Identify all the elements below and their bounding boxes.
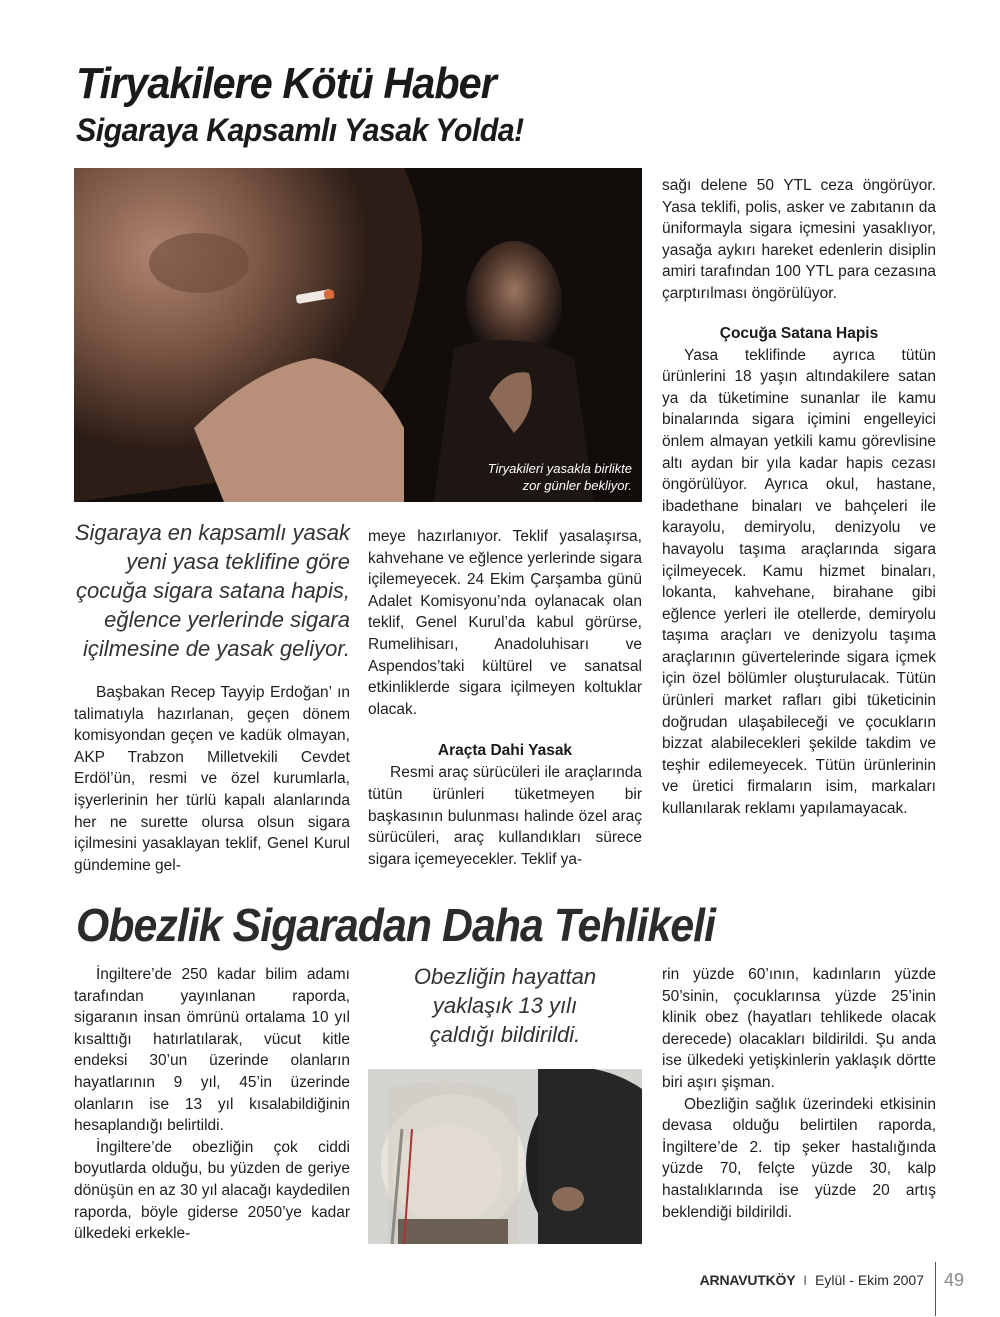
article1-column-3	[662, 175, 936, 820]
article1-col3-paragraph-1: sağı delene 50 YTL ceza öngörüyor. Yasa teklifi, polis, asker ve zabıtanın da üniformayla sigara içmesini yasaklıyor, yasağa aykırı hareket edenlerin disiplin amiri tarafından 100 YTL para cezasına çarptırılması öngörülüyor.	[662, 177, 936, 302]
article1-column-2	[368, 526, 642, 870]
article2-column-3	[662, 964, 936, 1223]
pull-quote-line: Obezliğin hayattan	[413, 964, 597, 989]
footer	[700, 1272, 924, 1288]
article1-subtitle: Sigaraya Kapsamlı Yasak Yolda!	[76, 112, 524, 148]
article1-pull-quote	[74, 518, 350, 663]
article2-col3-paragraph-2: Obezliğin sağlık üzerindeki etkisinin devasa olduğu belirtilen raporda, İngiltere’de 2. tip şeker hastalığında yüzde 70, felçte yüzde 30, kalp hastalıklarında ise yüzde 20 artış beklendiği bildirildi.	[662, 1095, 936, 1221]
article1-col2-paragraph-2: Resmi araç sürücüleri ile araçlarında tütün ürünleri tüketmeyen bir başkasının bulunması halinde özel araç sürücüleri, araç kullandıkları sürece sigara içemeyecekler. Teklif ya-	[368, 764, 642, 868]
article2-pull-quote	[368, 962, 642, 1049]
smoking-photo	[74, 168, 642, 502]
article1-col3-paragraph-2: Yasa teklifinde ayrıca tütün ürünlerini 18 yaşın altındakilere satan ya da tüketimine sunanlar ile kamu binalarında sigara içimini engelleyici önlem almayan yetkili kamu görevlisine altı aydan bir yıla kadar hapis cezası öngörülüyor. Ayrıca okul, hastane, ibadethane binaları ve bahçeleri ile karayolu, demiryolu, denizyolu ve havayolu taşıma araçlarında sigara içilmeyecek. Kamu hizmet binaları, lokanta, kahvehane, birahane gibi eğlence yerleri ile otellerde, demiryolu taşıma araçları ve denizyolu taşıma araçlarının güvertelerinde sigara içmek için özel bölümler oluşturulacak. Tütün ürünleri market rafları gibi tüketicinin doğrudan ulaşabileceği ve çocukların bizzat alabilecekleri şekilde takdim ve teşhir edilemeyecek. Tütün ürünlerinin ve üretici firmaların isim, markaları kullanılarak reklamı yapılamayacak.	[662, 346, 936, 818]
pull-quote-line: çaldığı bildirildi.	[429, 1022, 581, 1047]
pull-quote-line: eğlence yerlerinde sigara	[104, 607, 350, 632]
photo-caption-line1: Tiryakileri yasakla birlikte	[487, 461, 632, 476]
photo-caption-line2: zor günler bekliyor.	[522, 478, 632, 493]
pull-quote-line: yeni yasa teklifine göre	[126, 549, 350, 574]
subhead-cocuga-satana-hapis: Çocuğa Satana Hapis	[719, 324, 879, 342]
photo-caption	[488, 460, 632, 494]
pull-quote-line: Sigaraya en kapsamlı yasak	[74, 520, 350, 545]
pull-quote-line: çocuğa sigara satana hapis,	[76, 578, 350, 603]
article2-col1-paragraph-2: İngiltere’de obezliğin çok ciddi boyutlarda olduğu, bu yüzden de geriye dönüşün en az 30 yıl alacağı kaydedilen raporda, böyle giderse 2050’ye kadar ülkedeki erkekle-	[74, 1138, 350, 1243]
article1-col2-paragraph-1: meye hazırlanıyor. Teklif yasalaşırsa, kahvehane ve eğlence yerlerinde sigara içilemeyecek. 24 Ekim Çarşamba günü Adalet Komisyonu’nda oylanacak olan teklif, Genel Kurul’da kabul görürse, Rumelihisarı, Anadoluhisarı ve Aspendos’taki kültürel ve sanatsal etkinliklerde sigara içilmeyen koltuklar olacak.	[368, 528, 643, 718]
obesity-photo-illustration	[368, 1069, 642, 1244]
page-number-rule	[935, 1262, 936, 1316]
article2-col1-paragraph-1: İngiltere’de 250 kadar bilim adamı tarafından yayınlanan raporda, sigaranın insan ömrünü ortalama 10 yıl kısalttığı hatırlatılarak, vücut kitle endeksi 30’un üzerinde olanların hayatlarının 9 yıl, 45’in üzerinde olanların ise 13 yıl kısalabildiğinin hesaplandığı belirtildi.	[74, 966, 350, 1135]
article1-title: Tiryakilere Kötü Haber	[76, 59, 496, 108]
article2-col3-paragraph-1: rin yüzde 60’ının, kadınların yüzde 50’sinin, çocuklarınsa yüzde 25’inin klinik obez (hayatları tehlikede olacak derecede) olacakları bildirildi. Şu anda ise ülkedeki yetişkinlerin yaklaşık dörtte biri aşırı şişman.	[662, 966, 936, 1091]
footer-issue: Eylül - Ekim 2007	[815, 1272, 924, 1288]
page-number: 49	[944, 1270, 965, 1290]
footer-brand: ARNAVUTKÖY	[699, 1272, 796, 1288]
footer-separator: I	[803, 1272, 808, 1288]
pull-quote-line: içilmesine de yasak geliyor.	[83, 636, 350, 661]
smoking-photo-illustration	[74, 168, 642, 502]
pull-quote-line: yaklaşık 13 yılı	[432, 993, 578, 1018]
article1-col1-paragraph: Başbakan Recep Tayyip Erdoğan’ ın talimatıyla hazırlanan, geçen dönem komisyondan geçen ve kadük olmayan, AKP Trabzon Milletvekili Cevdet Erdöl’ün, resmi ve özel kurumlarla, işyerlerinin her türlü kapalı alanlarında her ne surette olursa olsun sigara içilmesini yasaklayan teklif, Genel Kurul gündemine gel-	[74, 684, 350, 874]
obesity-photo	[368, 1069, 642, 1244]
article2-title: Obezlik Sigaradan Daha Tehlikeli	[76, 899, 716, 951]
article1-column-1	[74, 682, 350, 876]
article2-column-1	[74, 964, 350, 1245]
subhead-aracta-dahi-yasak: Araçta Dahi Yasak	[437, 742, 573, 760]
